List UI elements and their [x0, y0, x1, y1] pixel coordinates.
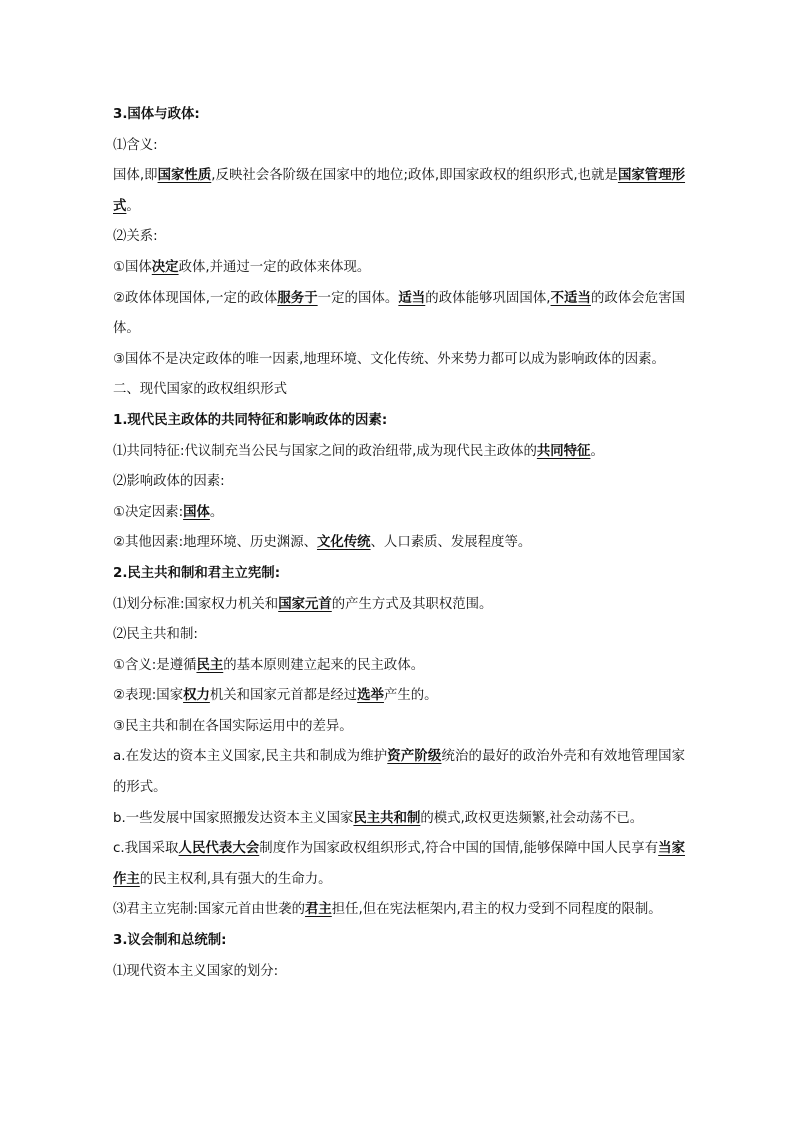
answer-term: 服务于 — [277, 290, 318, 306]
text-segment: 的政体会危害国体。 — [113, 290, 686, 337]
text-segment: 一定的国体。 — [317, 290, 399, 306]
answer-term: 资产阶级 — [387, 749, 442, 765]
answer-term: 国家管理形式 — [113, 168, 686, 214]
text-segment: 的模式,政权更迭频繁,社会动荡不已。 — [420, 810, 644, 826]
text-segment: ②政体体现国体,一定的政体 — [113, 290, 278, 306]
text-segment: a.在发达的资本主义国家,民主共和制成为维护 — [113, 749, 388, 765]
paragraph-line — [113, 712, 685, 743]
paragraph-line — [113, 345, 685, 376]
answer-term: 君主 — [304, 902, 332, 918]
paragraph-line — [113, 161, 685, 222]
answer-term: 共同特征 — [536, 443, 591, 459]
paragraph-line — [113, 834, 685, 895]
text-segment: 。 — [209, 504, 224, 520]
section-heading — [113, 926, 685, 957]
text-segment: ⑶君主立宪制:国家元首由世袭的 — [113, 902, 305, 918]
answer-term: 民主 — [196, 657, 224, 673]
paragraph-line — [113, 528, 685, 559]
text-segment: ②其他因素:地理环境、历史渊源、 — [113, 535, 317, 551]
answer-term: 选举 — [357, 688, 384, 704]
text-segment: ,反映社会各阶级在国家中的地位;政体,即国家政权的组织形式,也就是 — [211, 168, 618, 184]
answer-term: 人民代表大会 — [178, 841, 260, 857]
paragraph-line — [113, 498, 685, 529]
answer-term: 民主共和制 — [353, 810, 421, 826]
text-segment: 产生的。 — [383, 688, 438, 704]
text-segment: 的基本原则建立起来的民主政体。 — [223, 657, 425, 673]
text-segment: 的民主权利,具有强大的生命力。 — [139, 871, 332, 887]
paragraph-line — [113, 651, 685, 682]
text-segment: ①国体 — [113, 259, 152, 275]
text-segment: ③民主共和制在各国实际运用中的差异。 — [113, 718, 353, 734]
paragraph-line — [113, 804, 685, 835]
text-segment: 的产生方式及其职权范围。 — [331, 596, 493, 612]
text-segment: ①含义:是遵循 — [113, 657, 197, 673]
answer-term: 国家元首 — [278, 596, 332, 612]
text-segment: ⑴含义: — [113, 137, 158, 153]
text-segment: 机关和国家元首都是经过 — [209, 688, 358, 704]
text-segment: ⑴共同特征:代议制充当公民与国家之间的政治纽带,成为现代民主政体的 — [113, 443, 537, 459]
paragraph-line — [113, 467, 685, 498]
answer-term: 当家作主 — [113, 841, 686, 887]
text-segment: 的政体能够巩固国体, — [425, 290, 551, 306]
paragraph-line — [113, 222, 685, 253]
text-segment: 二、现代国家的政权组织形式 — [113, 382, 288, 398]
text-segment: c.我国采取 — [113, 841, 179, 857]
text-segment: ⑵影响政体的因素: — [113, 474, 225, 490]
paragraph-line — [113, 284, 685, 345]
text-segment: 1.现代民主政体的共同特征和影响政体的因素: — [113, 412, 388, 428]
paragraph-line — [113, 253, 685, 284]
text-segment: 国体,即 — [113, 168, 158, 184]
paragraph-line — [113, 895, 685, 926]
text-segment: 、人口素质、发展程度等。 — [370, 535, 532, 551]
paragraph-line — [113, 742, 685, 803]
answer-term: 国家性质 — [157, 168, 212, 184]
text-segment: 担任,但在宪法框架内,君主的权力受到不同程度的限制。 — [331, 902, 662, 918]
text-segment: ③国体不是决定政体的唯一因素,地理环境、文化传统、外来势力都可以成为影响政体的因素。 — [113, 351, 665, 367]
text-segment: 。 — [590, 443, 604, 459]
text-segment: 。 — [126, 198, 140, 214]
text-segment: 政体,并通过一定的政体来体现。 — [178, 259, 371, 275]
text-segment: 3.议会制和总统制: — [113, 933, 227, 949]
section-heading — [113, 100, 685, 131]
text-segment: 3.国体与政体: — [113, 107, 200, 122]
text-segment: 2.民主共和制和君主立宪制: — [113, 565, 281, 581]
paragraph-line — [113, 620, 685, 651]
paragraph-line — [113, 131, 685, 162]
text-segment: 统治的最好的政治外壳和有效地管理国家的形式。 — [113, 749, 686, 796]
paragraph-line — [113, 590, 685, 621]
answer-term: 决定 — [151, 259, 179, 275]
paragraph-line — [113, 957, 685, 988]
paragraph-line — [113, 375, 685, 406]
text-segment: ⑴划分标准:国家权力机关和 — [113, 596, 279, 612]
text-segment: ⑴现代资本主义国家的划分: — [113, 963, 279, 979]
answer-term: 权力 — [183, 688, 210, 704]
text-segment: ②表现:国家 — [113, 688, 184, 704]
answer-term: 国体 — [183, 504, 210, 520]
text-segment: ①决定因素: — [113, 504, 184, 520]
section-heading — [113, 559, 685, 590]
document-page — [113, 100, 685, 987]
text-segment: ⑵关系: — [113, 229, 158, 245]
paragraph-line — [113, 681, 685, 712]
answer-term: 文化传统 — [316, 535, 371, 551]
text-segment: 制度作为国家政权组织形式,符合中国的国情,能够保障中国人民享有 — [259, 841, 659, 857]
text-segment: ⑵民主共和制: — [113, 627, 198, 643]
paragraph-line — [113, 437, 685, 468]
section-heading — [113, 406, 685, 437]
text-segment: b.一些发展中国家照搬发达资本主义国家 — [113, 810, 354, 826]
answer-term: 适当 — [398, 290, 426, 306]
answer-term: 不适当 — [550, 290, 591, 306]
